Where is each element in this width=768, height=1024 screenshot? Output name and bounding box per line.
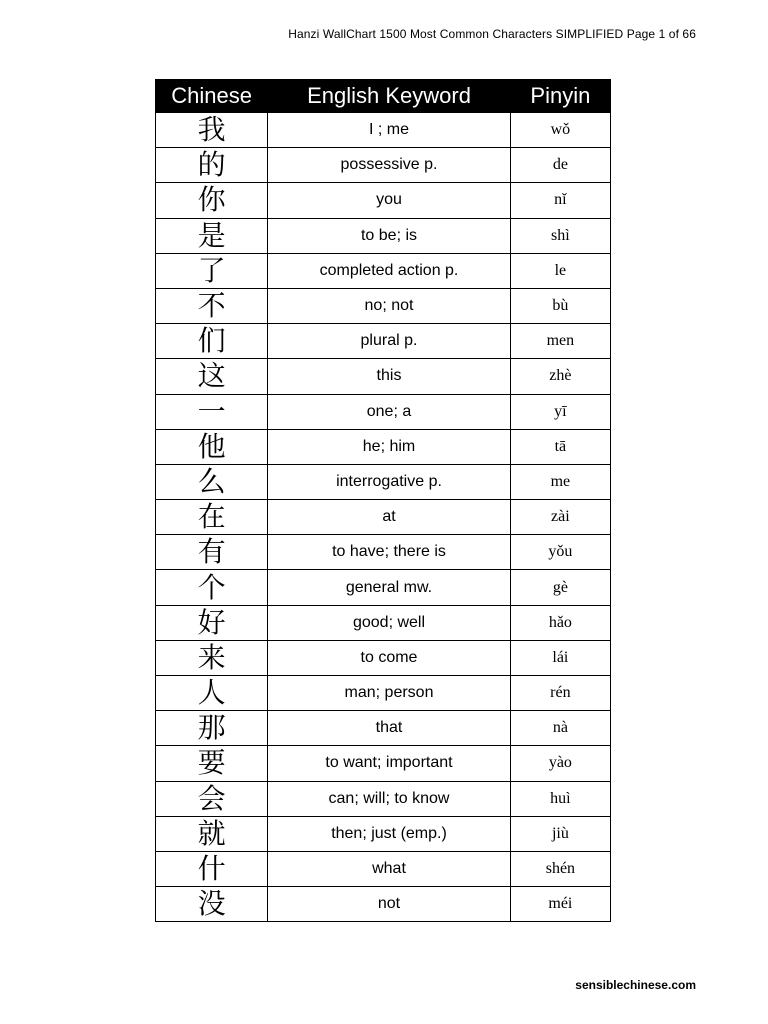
pinyin-cell: de bbox=[510, 148, 610, 183]
english-keyword-cell: to be; is bbox=[268, 218, 511, 253]
english-keyword-cell: I ; me bbox=[268, 113, 511, 148]
column-header-pinyin: Pinyin bbox=[510, 80, 610, 113]
table-row bbox=[156, 359, 611, 394]
table-row bbox=[156, 535, 611, 570]
english-keyword-cell: good; well bbox=[268, 605, 511, 640]
english-keyword-cell: he; him bbox=[268, 429, 511, 464]
table-row bbox=[156, 887, 611, 922]
english-keyword-cell: interrogative p. bbox=[268, 464, 511, 499]
table-row bbox=[156, 570, 611, 605]
table-row bbox=[156, 253, 611, 288]
hanzi-cell: 就 bbox=[156, 816, 268, 851]
english-keyword-cell: plural p. bbox=[268, 324, 511, 359]
hanzi-cell: 要 bbox=[156, 746, 268, 781]
english-keyword-cell: general mw. bbox=[268, 570, 511, 605]
english-keyword-cell: to come bbox=[268, 640, 511, 675]
table-row bbox=[156, 288, 611, 323]
pinyin-cell: yī bbox=[510, 394, 610, 429]
english-keyword-cell: completed action p. bbox=[268, 253, 511, 288]
hanzi-cell: 有 bbox=[156, 535, 268, 570]
hanzi-wallchart-table bbox=[155, 79, 611, 922]
english-keyword-cell: you bbox=[268, 183, 511, 218]
pinyin-cell: zhè bbox=[510, 359, 610, 394]
pinyin-cell: me bbox=[510, 464, 610, 499]
english-keyword-cell: can; will; to know bbox=[268, 781, 511, 816]
english-keyword-cell: one; a bbox=[268, 394, 511, 429]
pinyin-cell: yǒu bbox=[510, 535, 610, 570]
hanzi-cell: 么 bbox=[156, 464, 268, 499]
hanzi-cell: 个 bbox=[156, 570, 268, 605]
hanzi-cell: 们 bbox=[156, 324, 268, 359]
hanzi-cell: 人 bbox=[156, 676, 268, 711]
table-row bbox=[156, 640, 611, 675]
table-row bbox=[156, 816, 611, 851]
table-row bbox=[156, 500, 611, 535]
table-row bbox=[156, 429, 611, 464]
hanzi-cell: 我 bbox=[156, 113, 268, 148]
hanzi-cell: 了 bbox=[156, 253, 268, 288]
pinyin-cell: lái bbox=[510, 640, 610, 675]
pinyin-cell: shì bbox=[510, 218, 610, 253]
hanzi-cell: 来 bbox=[156, 640, 268, 675]
table-row bbox=[156, 183, 611, 218]
english-keyword-cell: at bbox=[268, 500, 511, 535]
english-keyword-cell: to have; there is bbox=[268, 535, 511, 570]
english-keyword-cell: not bbox=[268, 887, 511, 922]
english-keyword-cell: to want; important bbox=[268, 746, 511, 781]
hanzi-cell: 不 bbox=[156, 288, 268, 323]
table-header-row bbox=[156, 80, 611, 113]
table-row bbox=[156, 148, 611, 183]
pinyin-cell: jiù bbox=[510, 816, 610, 851]
table-row bbox=[156, 851, 611, 886]
table-row bbox=[156, 324, 611, 359]
hanzi-cell: 什 bbox=[156, 851, 268, 886]
pinyin-cell: yào bbox=[510, 746, 610, 781]
pinyin-cell: zài bbox=[510, 500, 610, 535]
pinyin-cell: gè bbox=[510, 570, 610, 605]
table-row bbox=[156, 113, 611, 148]
pinyin-cell: men bbox=[510, 324, 610, 359]
pinyin-cell: rén bbox=[510, 676, 610, 711]
table-row bbox=[156, 394, 611, 429]
table-row bbox=[156, 464, 611, 499]
hanzi-cell: 好 bbox=[156, 605, 268, 640]
hanzi-cell: 是 bbox=[156, 218, 268, 253]
hanzi-cell: 一 bbox=[156, 394, 268, 429]
english-keyword-cell: no; not bbox=[268, 288, 511, 323]
table-row bbox=[156, 676, 611, 711]
english-keyword-cell: this bbox=[268, 359, 511, 394]
hanzi-cell: 这 bbox=[156, 359, 268, 394]
pinyin-cell: méi bbox=[510, 887, 610, 922]
english-keyword-cell: possessive p. bbox=[268, 148, 511, 183]
english-keyword-cell: that bbox=[268, 711, 511, 746]
page-header: Hanzi WallChart 1500 Most Common Characters SIMPLIFIED Page 1 of 66 bbox=[288, 27, 696, 41]
pinyin-cell: tā bbox=[510, 429, 610, 464]
table-row bbox=[156, 605, 611, 640]
page-footer-site: sensiblechinese.com bbox=[575, 978, 696, 992]
pinyin-cell: huì bbox=[510, 781, 610, 816]
pinyin-cell: wǒ bbox=[510, 113, 610, 148]
table-row bbox=[156, 711, 611, 746]
table-body bbox=[156, 113, 611, 922]
pinyin-cell: nà bbox=[510, 711, 610, 746]
english-keyword-cell: then; just (emp.) bbox=[268, 816, 511, 851]
column-header-english-keyword: English Keyword bbox=[268, 80, 511, 113]
table-row bbox=[156, 746, 611, 781]
hanzi-cell: 他 bbox=[156, 429, 268, 464]
hanzi-cell: 没 bbox=[156, 887, 268, 922]
column-header-chinese: Chinese bbox=[156, 80, 268, 113]
hanzi-cell: 的 bbox=[156, 148, 268, 183]
hanzi-cell: 在 bbox=[156, 500, 268, 535]
english-keyword-cell: what bbox=[268, 851, 511, 886]
hanzi-cell: 你 bbox=[156, 183, 268, 218]
english-keyword-cell: man; person bbox=[268, 676, 511, 711]
pinyin-cell: shén bbox=[510, 851, 610, 886]
table-row bbox=[156, 218, 611, 253]
table-row bbox=[156, 781, 611, 816]
hanzi-cell: 那 bbox=[156, 711, 268, 746]
pinyin-cell: bù bbox=[510, 288, 610, 323]
pinyin-cell: hǎo bbox=[510, 605, 610, 640]
pinyin-cell: nǐ bbox=[510, 183, 610, 218]
hanzi-cell: 会 bbox=[156, 781, 268, 816]
pinyin-cell: le bbox=[510, 253, 610, 288]
